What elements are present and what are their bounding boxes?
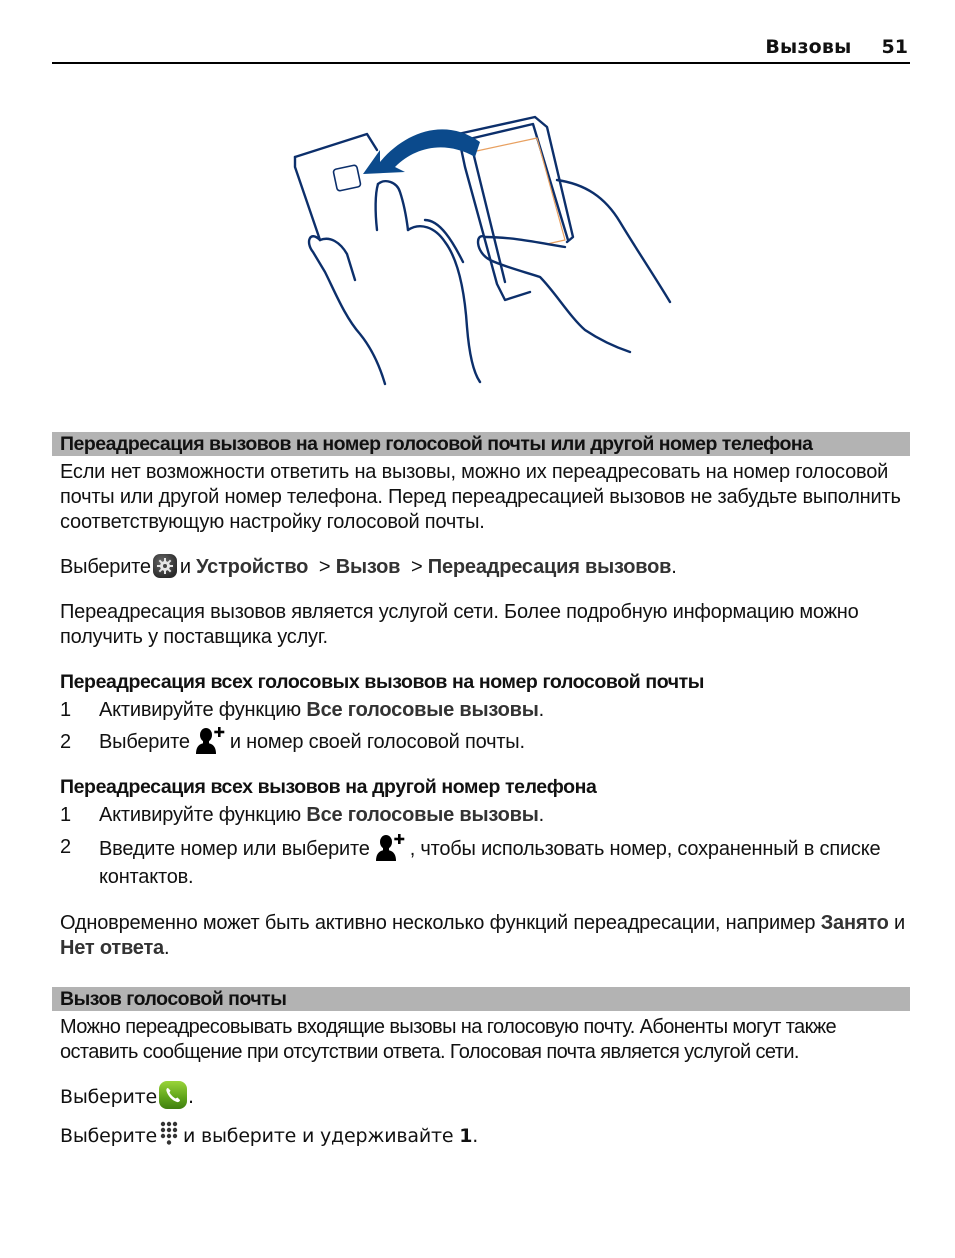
voicemail-step-select-phone: Выберите .	[52, 1085, 910, 1110]
step-item: 1 Активируйте функцию Все голосовые вызовы.	[60, 699, 544, 721]
page-number: 51	[881, 36, 908, 58]
forwarding-menu-path: Выберите и Устройство > Вызов > Переадресация вызовов.	[52, 555, 910, 580]
network-service-note: Переадресация вызовов является услугой сети. Более подробную информацию можно получить у поставщика услуг.	[60, 601, 859, 648]
multiple-forwarding-note: Одновременно может быть активно несколько функций переадресации, например Занято и Нет ответа.	[60, 912, 905, 959]
voicemail-step-dialpad: Выберите и выберите и удерживайте 1.	[52, 1124, 910, 1149]
menu-item-call-forwarding: Переадресация вызовов	[427, 556, 672, 578]
dialpad-icon	[159, 1121, 179, 1147]
section-heading-call-forwarding: Переадресация вызовов на номер голосовой почты или другой номер телефона	[52, 432, 910, 456]
add-contact-icon	[374, 833, 406, 861]
document-content	[52, 432, 910, 1149]
section-heading-voicemail: Вызов голосовой почты	[52, 987, 910, 1011]
option-no-answer: Нет ответа	[60, 937, 164, 959]
key-one: 1	[459, 1125, 473, 1147]
forwarding-intro: Если нет возможности ответить на вызовы, можно их переадресовать на номер голосовой почты или другой номер телефона. Перед переадресацией вызовов не забудьте выполнить соответствующую настройку голосовой почты.	[60, 461, 901, 533]
option-all-voice-calls: Все голосовые вызовы	[306, 699, 539, 721]
step-item: 1 Активируйте функцию Все голосовые вызовы.	[60, 804, 544, 826]
settings-gear-icon	[153, 554, 177, 578]
add-contact-icon	[194, 726, 226, 754]
subheading-forward-voice-to-voicemail: Переадресация всех голосовых вызовов на номер голосовой почты	[60, 671, 705, 693]
flip-phone-illustration	[285, 112, 680, 397]
menu-item-device: Устройство	[196, 556, 309, 578]
step-item: 2 Введите номер или выберите , чтобы использовать номер, сохраненный в списке контактов.	[52, 835, 910, 891]
option-all-voice-calls: Все голосовые вызовы	[306, 804, 539, 826]
subheading-forward-all-to-other-number: Переадресация всех вызовов на другой номер телефона	[60, 776, 597, 798]
running-head-section: Вызовы	[765, 36, 852, 58]
option-busy: Занято	[820, 912, 889, 934]
voicemail-intro: Можно переадресовывать входящие вызовы на голосовую почту. Абоненты могут также оставить сообщение при отсутствии ответа. Голосовая почта является услугой сети.	[60, 1016, 837, 1063]
step-item: 2 Выберите и номер своей голосовой почты.	[52, 730, 910, 755]
menu-item-call: Вызов	[335, 556, 401, 578]
phone-call-icon	[159, 1081, 187, 1109]
page-header	[52, 36, 910, 64]
